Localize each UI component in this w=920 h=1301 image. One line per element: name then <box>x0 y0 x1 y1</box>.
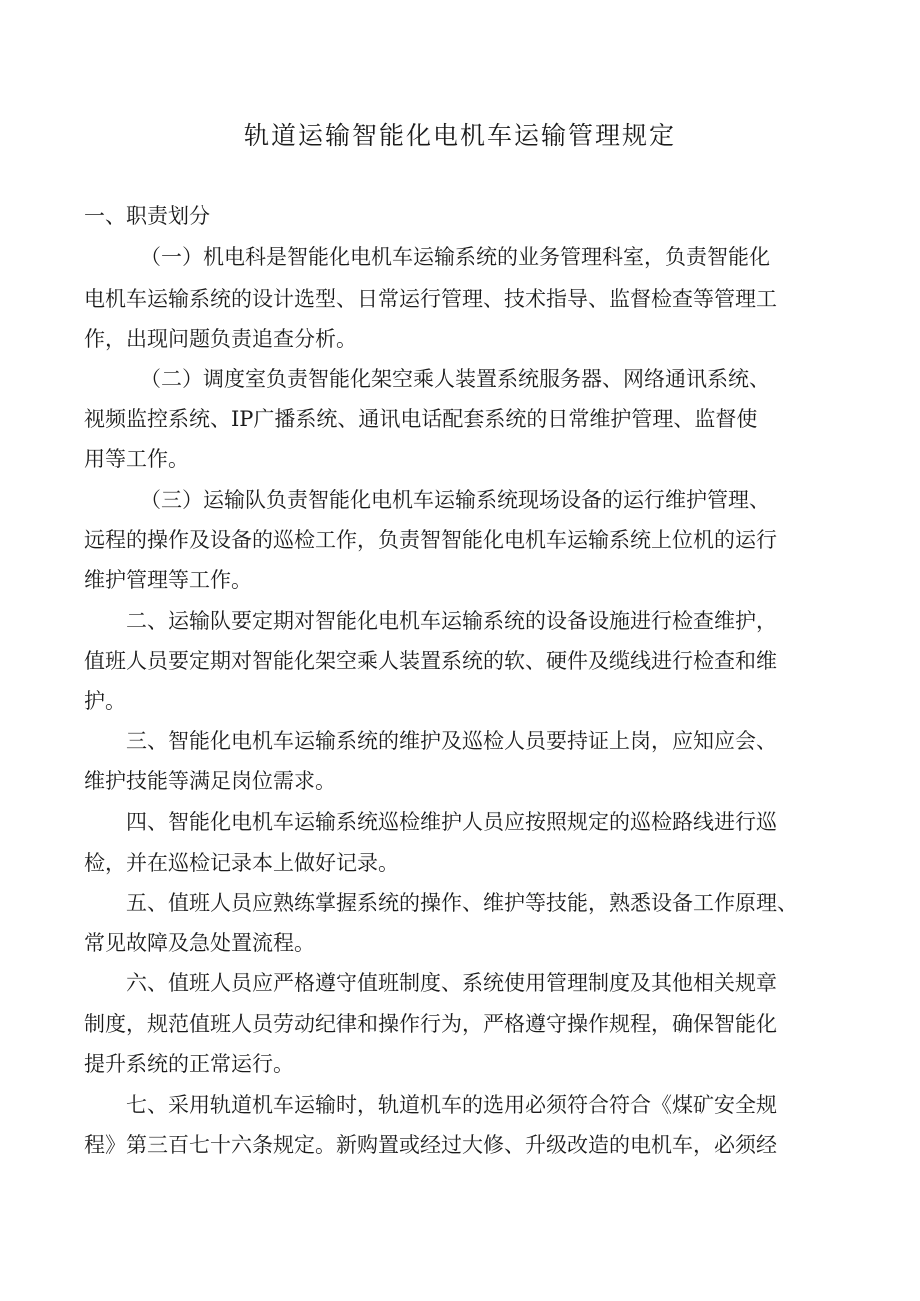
text-line: 维护技能等满足岗位需求。 <box>84 769 336 793</box>
text-line: 用等工作。 <box>84 447 189 471</box>
text-line: 二、运输队要定期对智能化电机车运输系统的设备设施进行检查维护， <box>126 609 777 633</box>
text-line: 五、值班人员应熟练掌握系统的操作、维护等技能，熟悉设备工作原理、 <box>126 891 798 915</box>
text-line: （一）机电科是智能化电机车运输系统的业务管理科室，负责智能化 <box>140 245 770 269</box>
text-line: 程》第三百七十六条规定。新购置或经过大修、升级改造的电机车，必须经 <box>84 1133 777 1157</box>
text-line: （三）运输队负责智能化电机车运输系统现场设备的运行维护管理、 <box>140 488 770 512</box>
section-heading-responsibilities: 一、职责划分 <box>84 204 210 228</box>
text-line: 三、智能化电机车运输系统的维护及巡检人员要持证上岗，应知应会、 <box>126 729 777 753</box>
text-line: 护。 <box>84 689 126 713</box>
document-title: 轨道运输智能化电机车运输管理规定 <box>243 121 676 150</box>
text-line: 维护管理等工作。 <box>84 568 252 592</box>
text-line: 七、采用轨道机车运输时，轨道机车的选用必须符合符合《煤矿安全规 <box>126 1093 777 1117</box>
text-line: 检，并在巡检记录本上做好记录。 <box>84 851 399 875</box>
text-line: 值班人员要定期对智能化架空乘人装置系统的软、硬件及缆线进行检查和维 <box>84 649 777 673</box>
text-line: 提升系统的正常运行。 <box>84 1052 294 1076</box>
text-line: 电机车运输系统的设计选型、日常运行管理、技术指导、监督检查等管理工 <box>84 287 777 311</box>
text-line: 六、值班人员应严格遵守值班制度、系统使用管理制度及其他相关规章 <box>126 971 777 995</box>
text-line: 制度，规范值班人员劳动纪律和操作行为，严格遵守操作规程，确保智能化 <box>84 1012 777 1036</box>
text-line: 常见故障及急处置流程。 <box>84 931 315 955</box>
text-line: 远程的操作及设备的巡检工作，负责智智能化电机车运输系统上位机的运行 <box>84 528 777 552</box>
text-line: 视频监控系统、IP广播系统、通讯电话配套系统的日常维护管理、监督使 <box>84 407 758 431</box>
text-line: 四、智能化电机车运输系统巡检维护人员应按照规定的巡检路线进行巡 <box>126 810 777 834</box>
text-line: （二）调度室负责智能化架空乘人装置系统服务器、网络通讯系统、 <box>140 367 770 391</box>
text-line: 作，出现问题负责追查分析。 <box>84 327 357 351</box>
